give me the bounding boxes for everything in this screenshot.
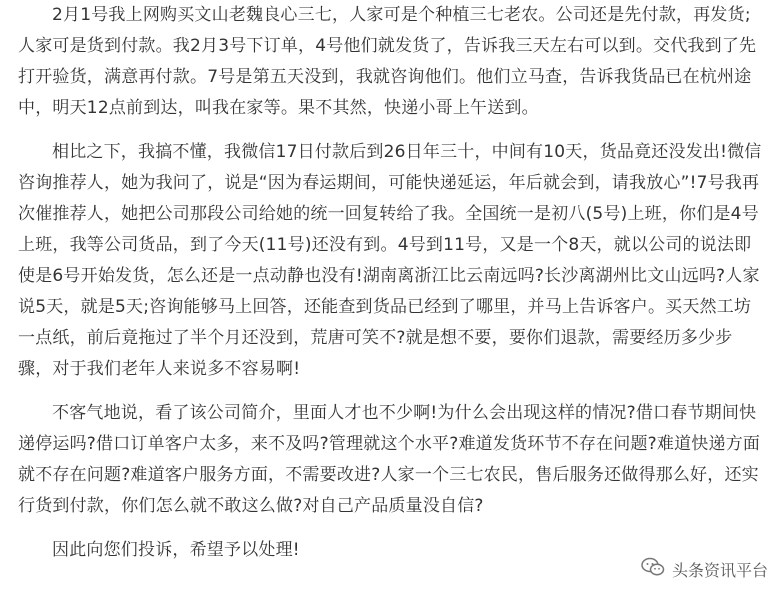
watermark [640,557,768,581]
paragraph-3: 不客气地说，看了该公司简介，里面人才也不少啊!为什么会出现这样的情况?借口春节期间快递停运吗?借口订单客户太多，来不及吗?管理就这个水平?难道发货环节不存在问题?难道快递方面就不存在问题?难道客户服务方面，不需要改进?人家一个三七农民，售后服务还做得那么好，还实行货到付款，你们怎么就不敢这么做?对自己产品质量没自信? [18,403,761,516]
watermark-text: 头条资讯平台 [671,560,768,580]
wechat-logo-icon [640,557,666,581]
paragraph-2: 相比之下，我搞不懂，我微信17日付款后到26日年三十，中间有10天，货品竟还没发出!微信咨询推荐人，她为我问了，说是“因为春运期间，可能快递延运，年后就会到，请我放心”!7号我再次催推荐人，她把公司那段公司给她的统一回复转给了我。全国统一是初八(5号)上班，你们是4号上班，我等公司货品，到了今天(11号)还没有到。4号到11号，又是一个8天，就以公司的说法即使是6号开始发货，怎么还是一点动静也没有!湖南离浙江比云南远吗?长沙离湖州比文山远吗?人家说5天，就是5天;咨询能够马上回答，还能查到货品已经到了哪里，并马上告诉客户。买天然工坊一点纸，前后竟拖过了半个月还没到，荒唐可笑不?就是想不要，要你们退款，需要经历多少步骤，对于我们老年人来说多不容易啊! [18,142,762,379]
paragraph-1: 2月1号我上网购买文山老魏良心三七，人家可是个种植三七老农。公司还是先付款，再发货;人家可是货到付款。我2月3号下订单，4号他们就发货了，告诉我三天左右可以到。交代我到了先打开验货，满意再付款。7号是第五天没到，我就咨询他们。他们立马查，告诉我货品已在杭州途中，明天12点前到达，叫我在家等。果不其然，快递小哥上午送到。 [18,5,757,118]
paragraph-4: 因此向您们投诉，希望予以处理! [52,540,300,560]
article-body [18,0,766,566]
